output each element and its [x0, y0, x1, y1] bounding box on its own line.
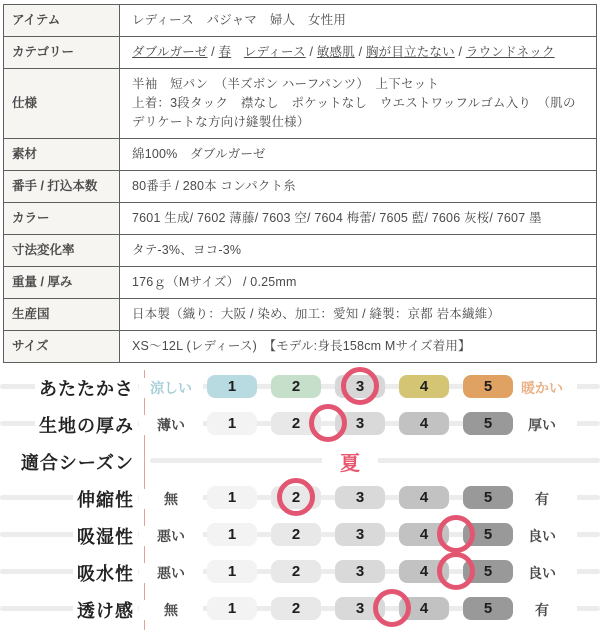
spec-label: アイテム	[4, 5, 120, 37]
scale-max-label: 良い	[507, 563, 577, 583]
scale-min-label: 悪い	[139, 563, 203, 583]
rating-pill: 4	[399, 412, 449, 435]
category-link[interactable]: レディース	[243, 45, 306, 59]
rating-pill: 3	[335, 597, 385, 620]
rating-pill: 2	[271, 560, 321, 583]
selected-rating-marker	[341, 367, 379, 405]
rating-pill: 3	[335, 560, 385, 583]
selected-rating-marker	[437, 552, 475, 590]
season-value: 夏	[322, 447, 378, 476]
scale-max-label: 良い	[507, 526, 577, 546]
rating-pill: 1	[207, 560, 257, 583]
spec-row	[4, 331, 597, 363]
spec-value: 日本製（織り：大阪 / 染め、加工：愛知 / 縫製：京都 岩本繊維）	[120, 299, 597, 331]
rating-row-label: 適合シーズン	[17, 449, 138, 475]
spec-value: 半袖 短パン （半ズボン ハーフパンツ） 上下セット 上着：3段タック 襟なし ポケットなし ウエストワッフルゴム入り （肌のデリケートな方向け縫製仕様）	[120, 69, 597, 139]
rating-pill: 3	[335, 375, 385, 398]
spec-value: 綿100% ダブルガーゼ	[120, 139, 597, 171]
scale-max-label: 厚い	[507, 415, 577, 435]
spec-row	[4, 299, 597, 331]
rating-pill: 2	[271, 486, 321, 509]
rating-row	[0, 405, 600, 442]
rating-pill: 5	[463, 523, 513, 546]
rating-pill: 1	[207, 597, 257, 620]
scale-max-label: 暖かい	[507, 378, 577, 398]
rating-pill: 3	[335, 523, 385, 546]
scale-min-label: 涼しい	[139, 378, 203, 398]
spec-row	[4, 267, 597, 299]
rating-row-label: 生地の厚み	[35, 412, 138, 438]
category-link[interactable]: 春	[218, 45, 232, 59]
rating-pill: 3	[335, 412, 385, 435]
rating-scale-chart	[0, 368, 600, 634]
rating-row-label: 伸縮性	[73, 486, 138, 512]
spec-value: 176ｇ（Mサイズ） / 0.25mm	[120, 267, 597, 299]
spec-table	[3, 4, 597, 363]
rating-pill: 2	[271, 523, 321, 546]
rating-pill: 2	[271, 412, 321, 435]
category-link[interactable]: ダブルガーゼ	[132, 45, 208, 59]
spec-value: XS～12L (レディース) 【モデル:身長158cm Mサイズ着用】	[120, 331, 597, 363]
scale-min-label: 無	[139, 600, 203, 620]
spec-label: サイズ	[4, 331, 120, 363]
spec-row	[4, 69, 597, 139]
spec-label: 重量 / 厚み	[4, 267, 120, 299]
spec-label: 寸法変化率	[4, 235, 120, 267]
rating-pill: 2	[271, 375, 321, 398]
rating-pill: 2	[271, 597, 321, 620]
spec-label: カテゴリー	[4, 37, 120, 69]
rating-pill: 4	[399, 560, 449, 583]
spec-value: 80番手 / 280本 コンパクト糸	[120, 171, 597, 203]
rating-pill: 5	[463, 486, 513, 509]
scale-min-label: 無	[139, 489, 203, 509]
rating-row-label: 吸湿性	[73, 523, 138, 549]
rating-pill: 1	[207, 523, 257, 546]
spec-label: カラー	[4, 203, 120, 235]
rating-pill: 4	[399, 375, 449, 398]
spec-label: 素材	[4, 139, 120, 171]
selected-rating-marker	[277, 478, 315, 516]
rating-pill: 1	[207, 486, 257, 509]
spec-row	[4, 139, 597, 171]
scale-max-label: 有	[507, 600, 577, 620]
spec-row	[4, 235, 597, 267]
rating-row-label: あたたかさ	[35, 375, 138, 401]
selected-rating-marker	[373, 589, 411, 627]
scale-max-label: 有	[507, 489, 577, 509]
rating-row-label: 吸水性	[73, 560, 138, 586]
selected-rating-marker	[437, 515, 475, 553]
rating-row-label: 透け感	[73, 597, 138, 623]
spec-value: 7601 生成/ 7602 薄藤/ 7603 空/ 7604 梅蕾/ 7605 藍/ 7606 灰桜/ 7607 墨	[120, 203, 597, 235]
category-link[interactable]: 敏感肌	[316, 45, 355, 59]
rating-row	[0, 442, 600, 479]
rating-pill: 1	[207, 412, 257, 435]
rating-pill: 5	[463, 560, 513, 583]
rating-pill: 4	[399, 597, 449, 620]
spec-row	[4, 37, 597, 69]
category-link[interactable]: ラウンドネック	[465, 45, 555, 59]
selected-rating-marker	[309, 404, 347, 442]
rating-pill: 5	[463, 375, 513, 398]
rating-pill: 4	[399, 523, 449, 546]
rating-row	[0, 516, 600, 553]
rating-pill: 1	[207, 375, 257, 398]
spec-value: レディース パジャマ 婦人 女性用	[120, 5, 597, 37]
product-spec-page	[0, 4, 600, 634]
rating-pill: 5	[463, 412, 513, 435]
spec-label: 番手 / 打込本数	[4, 171, 120, 203]
scale-min-label: 悪い	[139, 526, 203, 546]
spec-value: タテ-3%、ヨコ-3%	[120, 235, 597, 267]
rating-pill: 4	[399, 486, 449, 509]
category-link[interactable]: 胸が目立たない	[365, 45, 455, 59]
spec-label: 生産国	[4, 299, 120, 331]
rating-pill: 3	[335, 486, 385, 509]
rating-row	[0, 368, 600, 405]
spec-label: 仕様	[4, 69, 120, 139]
spec-row	[4, 203, 597, 235]
rating-pill: 5	[463, 597, 513, 620]
rating-row	[0, 479, 600, 516]
spec-value: ダブルガーゼ / 春 レディース / 敏感肌 / 胸が目立たない / ラウンドネック	[120, 37, 597, 69]
rating-row	[0, 553, 600, 590]
spec-row	[4, 171, 597, 203]
spec-row	[4, 5, 597, 37]
rating-row	[0, 590, 600, 627]
scale-min-label: 薄い	[139, 415, 203, 435]
